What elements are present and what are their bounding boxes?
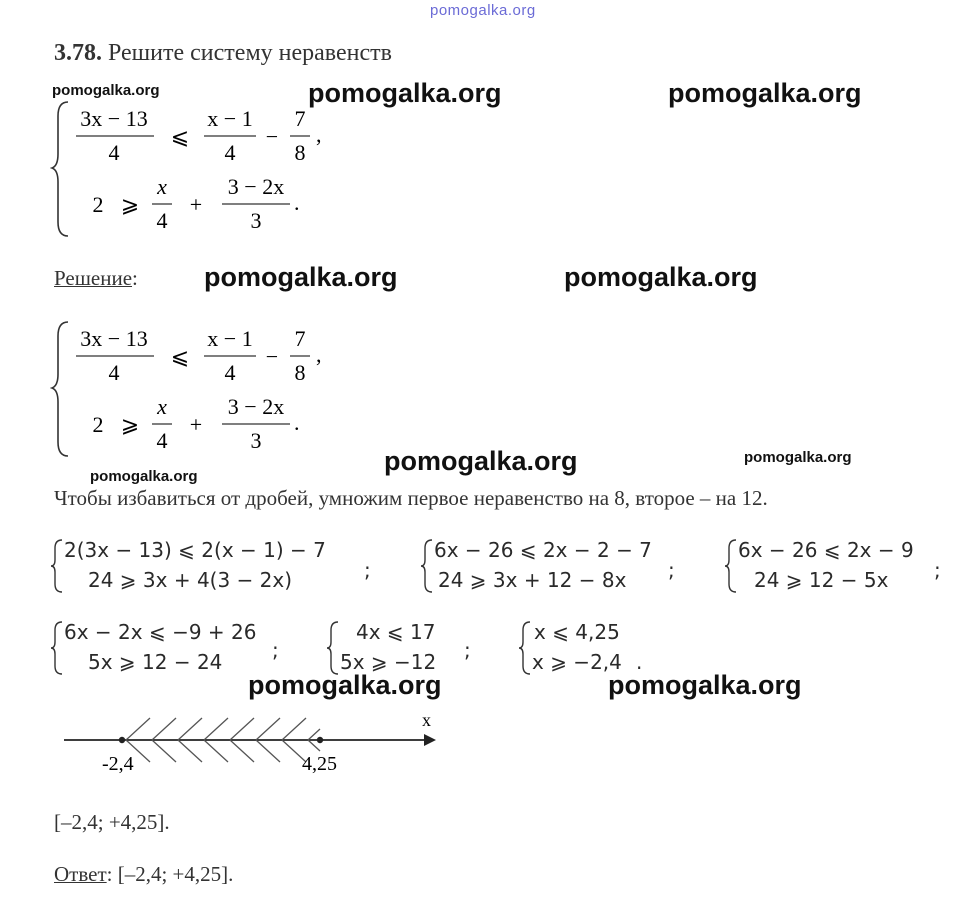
solution-label (54, 266, 138, 291)
step-separator: ; (272, 638, 279, 662)
step-separator: . (636, 650, 643, 674)
interval-result: [–2,4; +4,25]. (54, 810, 170, 834)
problem-title (54, 40, 392, 67)
top-watermark: pomogalka.org (430, 2, 536, 19)
plus-sign: + (189, 412, 203, 437)
fraction-denominator: 4 (108, 360, 120, 385)
fraction-denominator: 4 (108, 140, 120, 165)
fraction-numerator: 3 − 2x (227, 394, 285, 419)
step-line: 6x − 2x ⩽ −9 + 26 (64, 620, 257, 644)
fraction-numerator: x (157, 394, 167, 419)
watermark-large: pomogalka.org (668, 78, 862, 108)
axis-arrow (424, 734, 436, 746)
punctuation: . (294, 190, 300, 215)
minus-sign: − (265, 344, 279, 369)
watermark-large: pomogalka.org (248, 670, 442, 700)
number-line (56, 706, 456, 782)
watermark-large: pomogalka.org (608, 670, 802, 700)
punctuation: . (294, 410, 300, 435)
lhs-value: 2 (92, 412, 104, 437)
fraction-denominator: 4 (156, 428, 168, 453)
step-line: 24 ⩾ 3x + 4(3 − 2x) (88, 568, 293, 592)
left-endpoint-label: -2,4 (102, 753, 134, 775)
step-line: 2(3x − 13) ⩽ 2(x − 1) − 7 (64, 538, 326, 562)
relation-sign: ⩽ (170, 124, 190, 149)
problem-number: 3.78. (54, 40, 102, 66)
answer (54, 862, 233, 887)
fraction-denominator: 4 (224, 360, 236, 385)
step-line: 5x ⩾ −12 (340, 650, 437, 674)
system-of-inequalities-solution (50, 318, 350, 460)
fraction-denominator: 8 (294, 360, 306, 385)
relation-sign: ⩾ (120, 412, 140, 437)
punctuation: , (316, 122, 322, 147)
watermark-small: pomogalka.org (52, 82, 160, 99)
plus-sign: + (189, 192, 203, 217)
left-brace (724, 538, 738, 594)
fraction-numerator: 7 (294, 106, 306, 131)
step-line: 5x ⩾ 12 − 24 (88, 650, 223, 674)
left-brace (50, 620, 64, 676)
watermark-large: pomogalka.org (384, 446, 578, 476)
step-line: 24 ⩾ 3x + 12 − 8x (438, 568, 627, 592)
step-line: 4x ⩽ 17 (356, 620, 436, 644)
left-brace (50, 538, 64, 594)
lhs-value: 2 (92, 192, 104, 217)
solution-colon: : (132, 266, 138, 290)
step-separator: ; (364, 558, 371, 582)
solution-label-text: Решение (54, 266, 133, 290)
step-separator: ; (464, 638, 471, 662)
punctuation: , (316, 342, 322, 367)
axis-label: x (422, 710, 431, 730)
fraction-numerator: 3x − 13 (80, 326, 148, 351)
step-line: 6x − 26 ⩽ 2x − 9 (738, 538, 914, 562)
step-line: x ⩽ 4,25 (534, 620, 620, 644)
step-line: x ⩾ −2,4 (532, 650, 622, 674)
system-of-inequalities (50, 98, 350, 240)
step-separator: ; (668, 558, 675, 582)
answer-label: Ответ (54, 862, 107, 886)
left-brace (52, 102, 68, 236)
left-brace (326, 620, 340, 676)
fraction-denominator: 4 (224, 140, 236, 165)
fraction-numerator: 7 (294, 326, 306, 351)
relation-sign: ⩽ (170, 344, 190, 369)
problem-statement: Решите систему неравенств (108, 40, 392, 66)
watermark-large: pomogalka.org (204, 262, 398, 292)
step-line: 6x − 26 ⩽ 2x − 2 − 7 (434, 538, 652, 562)
fraction-numerator: 3x − 13 (80, 106, 148, 131)
left-brace (420, 538, 434, 594)
minus-sign: − (265, 124, 279, 149)
watermark-large: pomogalka.org (564, 262, 758, 292)
watermark-large: pomogalka.org (308, 78, 502, 108)
answer-value: : [–2,4; +4,25]. (106, 862, 234, 886)
relation-sign: ⩾ (120, 192, 140, 217)
fraction-denominator: 3 (250, 428, 262, 453)
left-brace (52, 322, 68, 456)
fraction-numerator: 3 − 2x (227, 174, 285, 199)
fraction-denominator: 8 (294, 140, 306, 165)
watermark-small: pomogalka.org (90, 468, 198, 485)
step-separator: ; (934, 558, 941, 582)
right-endpoint (317, 737, 323, 743)
left-brace (518, 620, 532, 676)
fraction-numerator: x − 1 (207, 106, 253, 131)
fraction-denominator: 3 (250, 208, 262, 233)
right-endpoint-label: 4,25 (302, 753, 337, 775)
watermark-small: pomogalka.org (744, 449, 852, 466)
fraction-numerator: x (157, 174, 167, 199)
step-line: 24 ⩾ 12 − 5x (754, 568, 889, 592)
left-endpoint (119, 737, 125, 743)
explanation-text: Чтобы избавиться от дробей, умножим первое неравенство на 8, второе – на 12. (54, 486, 768, 510)
fraction-denominator: 4 (156, 208, 168, 233)
fraction-numerator: x − 1 (207, 326, 253, 351)
